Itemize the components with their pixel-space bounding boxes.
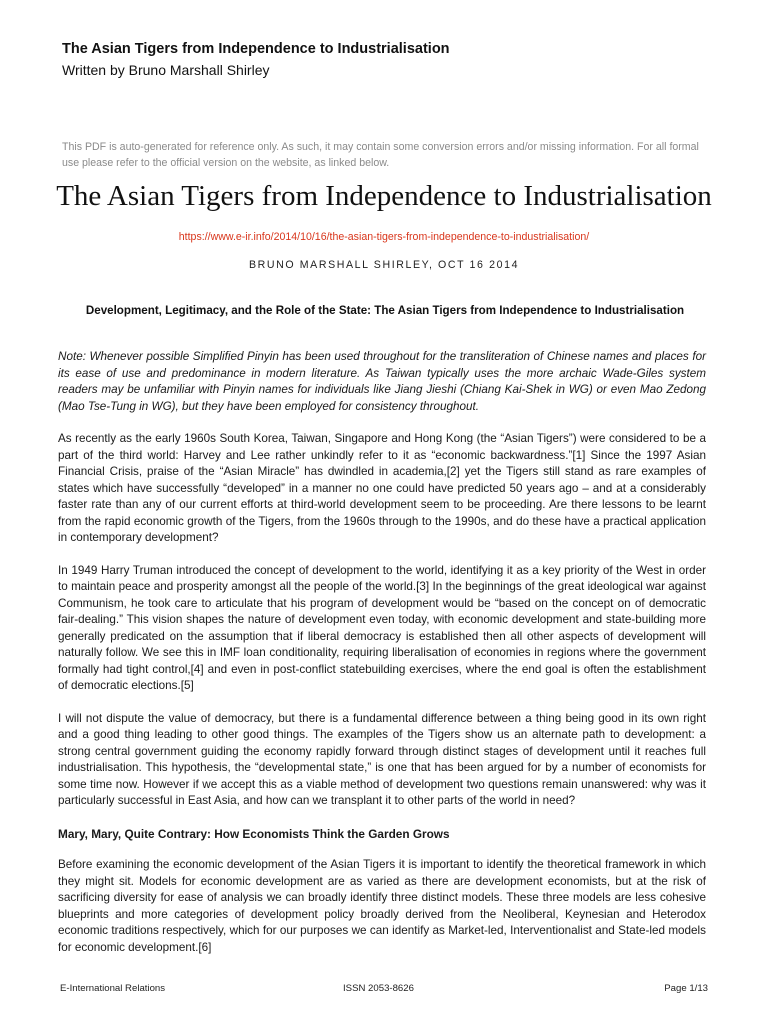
footer-page-number: Page 1/13 (664, 983, 708, 994)
footer-publisher: E-International Relations (60, 983, 166, 994)
paragraph: In 1949 Harry Truman introduced the concept of development to the world, identifying it as a key priority of the West in order to maintain peace and prosperity amongst all the people of the world.[3] In the beginnings of the great ideological war against Communism, he took care to articulate that his program of development would be “based on the concept on of democratic fair-dealing.” This vision shapes the nature of development even today, with economic development and state-building more generally predicated on the assumption that if liberal democracy is established then all other aspects of development will naturally follow. We see this in IMF loan conditionality, requiring liberalisation of economies in regions where the government formally had tight control,[4] and even in post-conflict statebuilding exercises, where the end goal is often the establishment of democratic elections.[5] (58, 563, 706, 692)
header-title: The Asian Tigers from Independence to Industrialisation (62, 41, 450, 57)
paragraph: Before examining the economic development of the Asian Tigers it is important to identify the theoretical framework in which they might sit. Models for economic development are as varied as there are development economists, but at the risk of sacrificing diversity for ease of analysis we can broadly identify three distinct models. These three models are less cohesive blueprints and more categories of development policy broadly derived from the Neoliberal, Keynesian and Heterodox economic traditions respectively, which for our purposes we can identify as Market-led, Interventionalist and State-led models for economic development.[6] (58, 858, 706, 954)
article-byline: BRUNO MARSHALL SHIRLEY, OCT 16 2014 (248, 259, 520, 271)
transliteration-note: Note: Whenever possible Simplified Pinyin has been used throughout for the transliteration of Chinese names and places for its ease of use and predominance in modern literature. As Taiwan typically uses the more archaic Wade-Giles system readers may be unfamiliar with Pinyin names for individuals like Jiang Jieshi (Chiang Kai-Shek in WG) or even Mao Zedong (Mao Tse-Tung in WG), but they have been employed for consistency throughout. (58, 350, 706, 413)
header-author: Written by Bruno Marshall Shirley (62, 62, 270, 78)
article-body (58, 349, 706, 972)
article-subtitle: Development, Legitimacy, and the Role of the State: The Asian Tigers from Independence to Industrialisation (85, 304, 685, 317)
article-title: The Asian Tigers from Independence to Industrialisation (56, 180, 712, 212)
pdf-notice: This PDF is auto-generated for reference only. As such, it may contain some conversion errors and/or missing information. For all formal use please refer to the official version on the website, as linked below. (62, 141, 699, 169)
paragraph: As recently as the early 1960s South Korea, Taiwan, Singapore and Hong Kong (the “Asian Tigers”) were considered to be a part of the third world: Harvey and Lee rather unkindly refer to it as “economic backwardness.”[1] Since the 1997 Asian Financial Crisis, praise of the “Asian Miracle” has dwindled in academia,[2] yet the Tigers still stand as rare examples of states which have successfully “developed” in a manner no one could have predicted 50 years ago – and at a considerably faster rate than any of our current efforts at third-world development seem to be proceeding. Are there lessons to be learnt from the rapid economic growth of the Tigers, from the 1960s through to the 1990s, and do these have a practical application in contemporary development? (58, 432, 706, 544)
article-url-link[interactable]: https://www.e-ir.info/2014/10/16/the-asian-tigers-from-independence-to-industrialisation/ (178, 231, 590, 243)
section-heading: Mary, Mary, Quite Contrary: How Economists Think the Garden Grows (58, 826, 450, 841)
footer-issn: ISSN 2053-8626 (343, 983, 414, 994)
paragraph: I will not dispute the value of democracy, but there is a fundamental difference between a thing being good in its own right and a good thing leading to other good things. The examples of the Tigers show us an alternate path to development: a strong central government guiding the economy rapidly forward through distinct stages of development until it reaches full industrialisation. This hypothesis, the “developmental state,” is one that has been argued for by a number of economists for some time now. However if we accept this as a viable method of development two questions remain unanswered: why was it particularly successful in East Asia, and how can we transplant it to other parts of the world in need? (58, 711, 706, 807)
